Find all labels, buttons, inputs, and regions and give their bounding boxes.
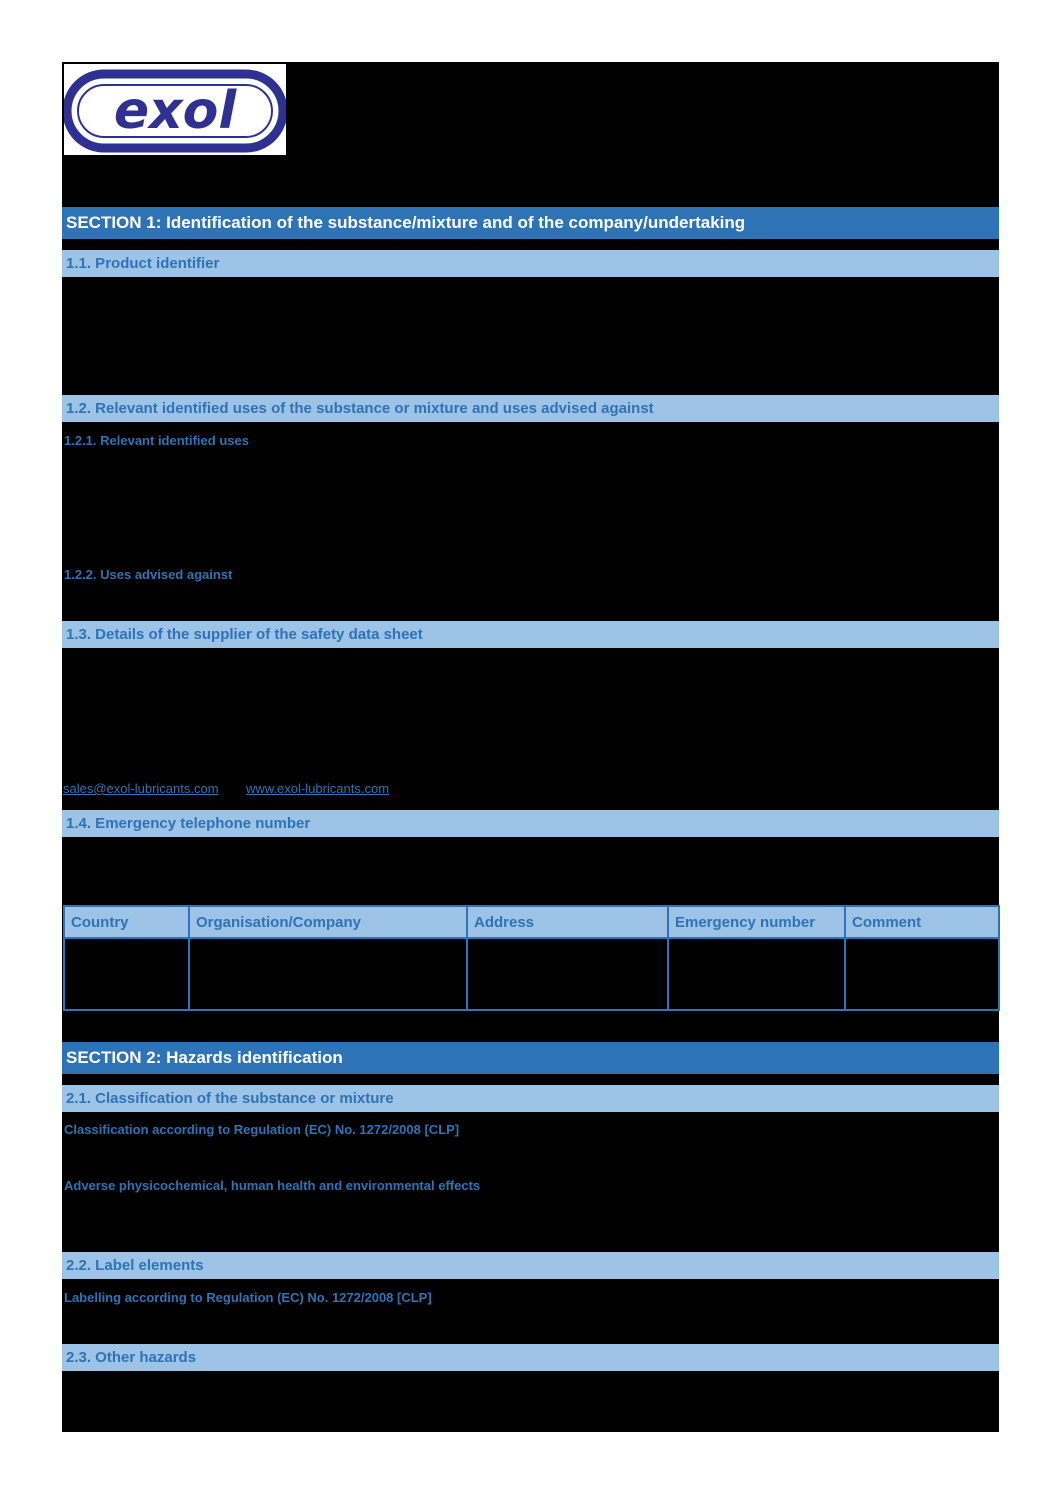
table-cell [467,938,668,1010]
col-header-country: Country [64,906,189,938]
identified-uses-label: 1.2.1. Relevant identified uses [64,433,249,448]
col-header-comment: Comment [845,906,999,938]
table-cell [189,938,467,1010]
table-cell [64,938,189,1010]
subsection-1-2-header: 1.2. Relevant identified uses of the substance or mixture and uses advised against [62,395,999,422]
subsection-2-2-header: 2.2. Label elements [62,1252,999,1279]
col-header-address: Address [467,906,668,938]
labelling-label: Labelling according to Regulation (EC) No. 1272/2008 [CLP] [64,1290,432,1305]
supplier-email-link[interactable]: sales@exol-lubricants.com [63,781,219,796]
exol-logo [64,64,286,155]
adverse-effects-label: Adverse physicochemical, human health and environmental effects [64,1178,481,1193]
subsection-2-3-header: 2.3. Other hazards [62,1344,999,1371]
uses-advised-against-label: 1.2.2. Uses advised against [64,567,233,582]
document-page [62,62,999,1432]
subsection-1-4-header: 1.4. Emergency telephone number [62,810,999,837]
svg-text:exol: exol [113,81,237,141]
table-row [64,938,999,1010]
col-header-emergency-number: Emergency number [668,906,845,938]
subsection-1-3-header: 1.3. Details of the supplier of the safety data sheet [62,621,999,648]
classification-label: Classification according to Regulation (EC) No. 1272/2008 [CLP] [64,1122,460,1137]
subsection-2-1-header: 2.1. Classification of the substance or mixture [62,1085,999,1112]
subsection-1-1-header: 1.1. Product identifier [62,250,999,277]
emergency-contacts-table [63,905,1000,1011]
section-2-header: SECTION 2: Hazards identification [62,1042,999,1074]
col-header-organisation: Organisation/Company [189,906,467,938]
supplier-website-link[interactable]: www.exol-lubricants.com [246,781,390,796]
section-1-header: SECTION 1: Identification of the substance/mixture and of the company/undertaking [62,207,999,239]
table-cell [845,938,999,1010]
table-cell [668,938,845,1010]
